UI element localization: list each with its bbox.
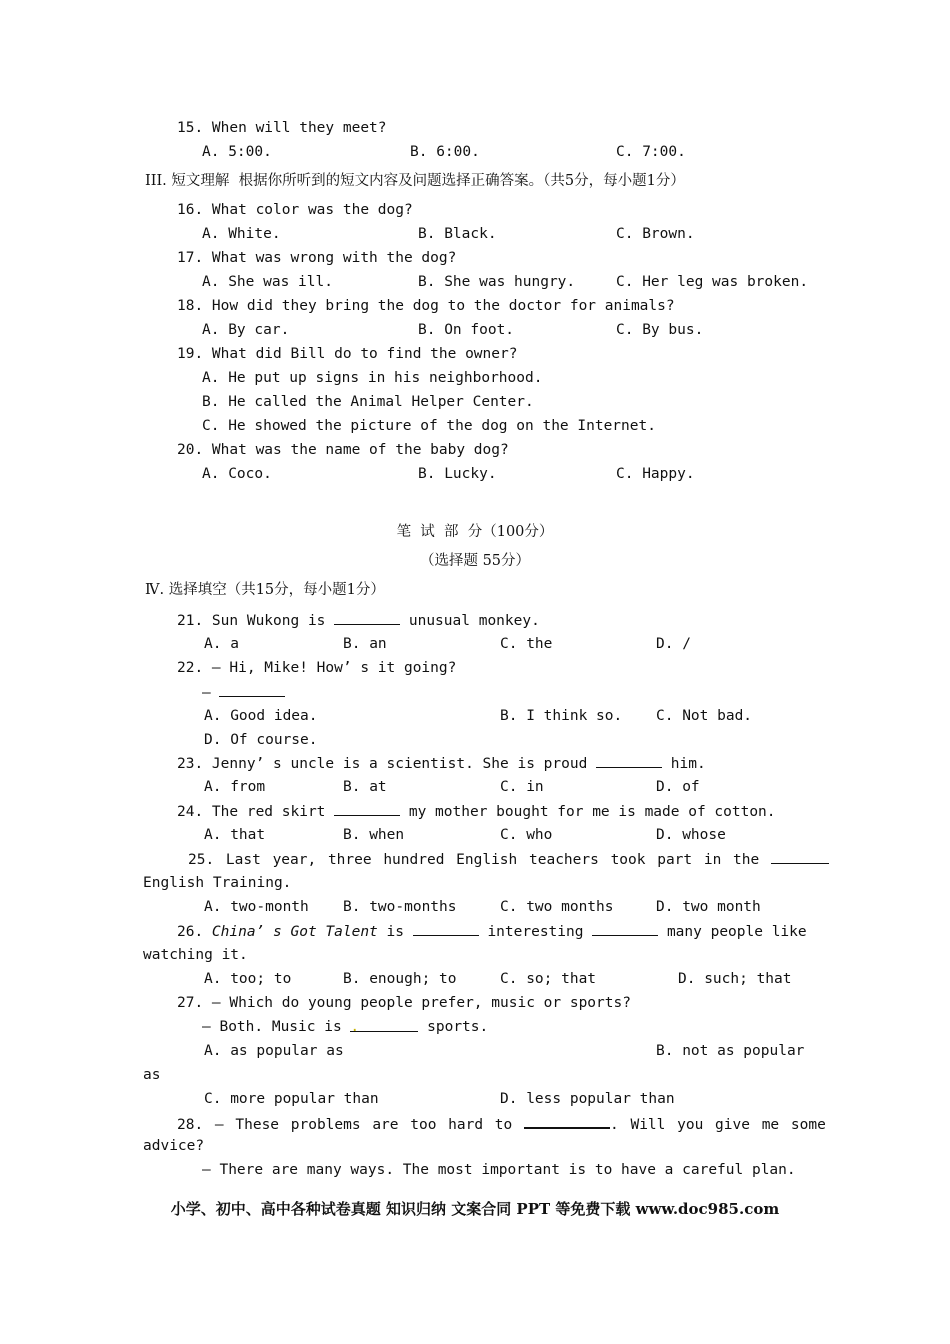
show-title: China’ s Got Talent <box>211 924 378 940</box>
q23-option-a: A. from <box>204 779 266 795</box>
answer-blank <box>524 1113 610 1129</box>
q18-option-b: B. On foot. <box>418 322 515 338</box>
q15-option-a: A. 5:00. <box>202 144 272 160</box>
q28-reply: — There are many ways. The most important is to have a careful plan. <box>202 1162 796 1178</box>
q26-option-b: B. enough; to <box>343 971 457 987</box>
q22-option-c: C. Not bad. <box>656 708 753 724</box>
question-24-stem: 24. The red skirt my mother bought for me is made of cotton. <box>177 801 776 822</box>
q22-option-d: D. Of course. <box>204 732 318 748</box>
q19-option-c: C. He showed the picture of the dog on the Internet. <box>202 418 656 434</box>
q27-reply: — Both. Music is . sports. <box>202 1019 489 1035</box>
question-28-stem: 28. — These problems are too hard to . Will you give me some <box>177 1113 826 1135</box>
page-footer: 小学、初中、高中各种试卷真题 知识归纳 文案合同 PPT 等免费下载 www.doc985.com <box>170 1200 780 1218</box>
q16-option-c: C. Brown. <box>616 226 695 242</box>
question-25-stem-cont: English Training. <box>143 875 292 891</box>
answer-blank <box>592 921 658 936</box>
question-16-stem: 16. What color was the dog? <box>177 202 413 218</box>
q21-option-c: C. the <box>500 636 553 652</box>
q15-option-b: B. 6:00. <box>410 144 480 160</box>
q27-option-d: D. less popular than <box>500 1091 675 1107</box>
q18-option-c: C. By bus. <box>616 322 704 338</box>
question-23-stem: 23. Jenny’ s uncle is a scientist. She is proud him. <box>177 753 706 774</box>
q26-option-d: D. such; that <box>678 971 792 987</box>
q23-option-c: C. in <box>500 779 544 795</box>
q20-option-a: A. Coco. <box>202 466 272 482</box>
question-18-stem: 18. How did they bring the dog to the doctor for animals? <box>177 298 675 314</box>
section-4-title: Ⅳ. 选择填空（共15分，每小题1分） <box>145 582 385 598</box>
question-19-stem: 19. What did Bill do to find the owner? <box>177 346 518 362</box>
question-26-stem: 26. China’ s Got Talent is interesting many people like <box>177 921 807 942</box>
question-20-stem: 20. What was the name of the baby dog? <box>177 442 509 458</box>
q16-option-a: A. White. <box>202 226 281 242</box>
answer-blank: . <box>350 1017 418 1032</box>
q24-option-b: B. when <box>343 827 405 843</box>
q16-option-b: B. Black. <box>418 226 497 242</box>
q23-option-b: B. at <box>343 779 387 795</box>
question-15-stem: 15. When will they meet? <box>177 120 387 136</box>
q27-option-b: B. not as popular <box>656 1043 805 1059</box>
question-28-stem-cont: advice? <box>143 1138 205 1154</box>
answer-blank <box>771 849 829 864</box>
q21-option-a: A. a <box>204 636 239 652</box>
q25-option-b: B. two-months <box>343 899 457 915</box>
answer-blank <box>334 801 400 816</box>
q18-option-a: A. By car. <box>202 322 290 338</box>
q21-option-d: D. / <box>656 636 691 652</box>
answer-blank <box>413 921 479 936</box>
q19-option-b: B. He called the Animal Helper Center. <box>202 394 534 410</box>
q22-option-b: B. I think so. <box>500 708 623 724</box>
question-22-stem: 22. — Hi, Mike! How’ s it going? <box>177 660 457 676</box>
q21-option-b: B. an <box>343 636 387 652</box>
q24-option-a: A. that <box>204 827 266 843</box>
q26-option-c: C. so; that <box>500 971 597 987</box>
written-section-title: 笔 试 部 分（100分） <box>396 524 554 540</box>
q20-option-c: C. Happy. <box>616 466 695 482</box>
q26-option-a: A. too; to <box>204 971 292 987</box>
question-25-stem: 25. Last year, three hundred English teachers took part in the <box>188 849 829 870</box>
q27-option-b-cont: as <box>143 1067 161 1083</box>
q20-option-b: B. Lucky. <box>418 466 497 482</box>
q27-option-a: A. as popular as <box>204 1043 344 1059</box>
question-27-stem: 27. — Which do young people prefer, music or sports? <box>177 995 631 1011</box>
q17-option-c: C. Her leg was broken. <box>616 274 809 290</box>
answer-blank <box>334 610 400 625</box>
answer-blank <box>596 753 662 768</box>
q27-option-c: C. more popular than <box>204 1091 379 1107</box>
question-26-stem-cont: watching it. <box>143 947 248 963</box>
question-21-stem: 21. Sun Wukong is unusual monkey. <box>177 610 540 631</box>
q25-option-a: A. two-month <box>204 899 309 915</box>
section-3-title: III. 短文理解 根据你所听到的短文内容及问题选择正确答案。（共5分，每小题1分） <box>145 173 685 189</box>
q15-option-c: C. 7:00. <box>616 144 686 160</box>
q25-option-c: C. two months <box>500 899 614 915</box>
q23-option-d: D. of <box>656 779 700 795</box>
q19-option-a: A. He put up signs in his neighborhood. <box>202 370 543 386</box>
answer-blank <box>219 682 285 697</box>
q25-option-d: D. two month <box>656 899 761 915</box>
q22-reply: — <box>202 682 285 703</box>
written-section-subtitle: （选择题 55分） <box>419 553 531 569</box>
q24-option-c: C. who <box>500 827 553 843</box>
question-17-stem: 17. What was wrong with the dog? <box>177 250 457 266</box>
q24-option-d: D. whose <box>656 827 726 843</box>
q17-option-b: B. She was hungry. <box>418 274 576 290</box>
q17-option-a: A. She was ill. <box>202 274 333 290</box>
q22-option-a: A. Good idea. <box>204 708 318 724</box>
